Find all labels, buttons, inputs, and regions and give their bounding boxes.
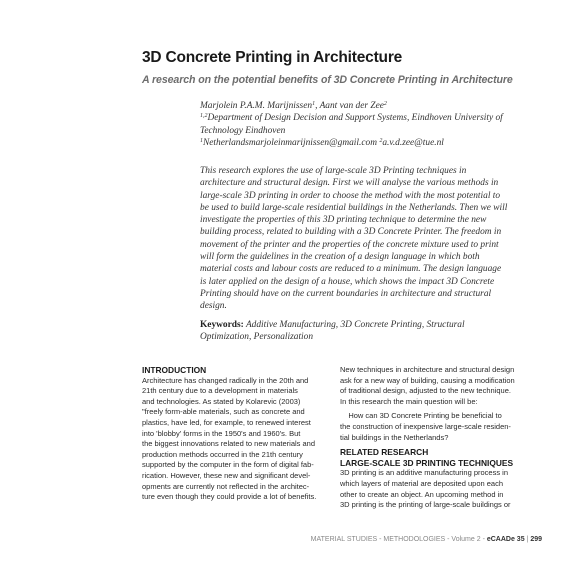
abstract-line: material costs and labour costs are reduced to a minimum. The design language <box>200 264 502 275</box>
right-body-c <box>340 468 532 510</box>
affiliation-line-2: Technology Eindhoven <box>200 125 286 136</box>
right-column <box>340 365 532 511</box>
section-heading-introduction: INTRODUCTION <box>142 365 207 375</box>
body-line: New techniques in architecture and structural design <box>340 365 515 374</box>
abstract-line: will form the guidelines in the creation of a design language in which both <box>200 252 480 263</box>
footer-separator: | <box>524 536 531 543</box>
body-line: rication. However, these new and significant devel- <box>142 470 311 480</box>
abstract-line: movement of the printer and the properties of the concrete mixture used to print <box>200 239 499 250</box>
body-line: 3D printing is an additive manufacturing process in <box>340 468 509 478</box>
body-line: ture even though they could provide a lot of benefits. <box>142 492 317 502</box>
author-emails <box>200 137 530 149</box>
email-2-sup: 2 <box>379 137 383 144</box>
abstract-line: architecture and structural design. First we will analyse the various methods in <box>200 178 499 189</box>
body-line: of traditional design, adjusted to the new technique. <box>340 386 511 396</box>
body-line: which layers of material are deposited upon each <box>340 478 504 488</box>
author-block <box>200 100 530 149</box>
paper-subtitle: A research on the potential benefits of 3D Concrete Printing in Architecture <box>142 74 513 86</box>
keywords <box>200 319 530 344</box>
body-line: plastics, have led, for example, to renewed interest <box>142 417 311 427</box>
email-1-sup: 1 <box>200 137 203 144</box>
body-line: into 'blobby' forms in the 1950's and 1960's. But <box>142 428 301 438</box>
left-column <box>142 365 334 503</box>
affiliation-sup: 1,2 <box>200 113 208 120</box>
subsection-heading-large-scale: LARGE-SCALE 3D PRINTING TECHNIQUES <box>340 457 514 468</box>
footer-section: MATERIAL STUDIES - METHODOLOGIES - Volume 2 - <box>310 536 487 543</box>
email-2: a.v.d.zee@tue.nl <box>382 137 444 148</box>
body-line: production methods occurred in the 21th century <box>142 449 303 459</box>
abstract-line: Printing should have on the current boundaries in architecture and structural <box>200 288 492 299</box>
author-1-sup: 1 <box>312 101 316 107</box>
abstract-line: investigate the properties of this 3D printing technique to determine the new <box>200 215 487 226</box>
body-line: ask for a new way of building, causing a modification <box>340 375 515 385</box>
introduction-body <box>142 376 334 503</box>
body-line: and technologies. As stated by Kolarevic (2003) <box>142 396 301 406</box>
abstract-line: is later applied on the design of a house, which shows the impact 3D Concrete <box>200 276 495 287</box>
body-line: other to create an object. An upcoming method in <box>340 489 504 499</box>
body-line: the biggest innovations related to new materials and <box>142 439 316 449</box>
affiliation-line-1 <box>200 112 530 124</box>
body-line: opments are currently not reflected in the architec- <box>142 481 310 491</box>
body-line: "freely form-able materials, such as concrete and <box>142 407 305 417</box>
body-line: Architecture has changed radically in the 20th and <box>142 375 309 385</box>
author-names <box>200 100 530 112</box>
keywords-line-2: Optimization, Personalization <box>200 332 314 343</box>
author-1: Marjolein P.A.M. Marijnissen <box>200 101 313 111</box>
keywords-text-1: Additive Manufacturing, 3D Concrete Printing, Structural <box>245 320 465 330</box>
body-line: supported by the computer in the form of digital fab- <box>142 460 314 470</box>
paper-title: 3D Concrete Printing in Architecture <box>142 49 403 66</box>
body-line: 21th century due to a development in materials <box>142 386 298 396</box>
page-footer <box>300 536 542 543</box>
abstract-line: be used to build large-scale residential buildings in the Netherlands. Then we will <box>200 202 508 213</box>
section-heading-related-research: RELATED RESEARCH <box>340 447 429 458</box>
page-number: 299 <box>530 536 542 543</box>
email-1: Netherlandsmarjoleinmarijnissen@gmail.com <box>203 137 377 148</box>
abstract <box>200 165 530 313</box>
abstract-line: building process, related to building with a 3D Concrete Printer. The freedom in <box>200 227 502 238</box>
author-2-sup: 2 <box>383 101 387 107</box>
research-question <box>340 411 532 443</box>
body-line: How can 3D Concrete Printing be beneficial to <box>340 411 502 421</box>
abstract-line: large-scale 3D printing in order to choose the method with the most potential to <box>200 190 501 201</box>
abstract-line: This research explores the use of large-scale 3D Printing techniques in <box>200 166 467 176</box>
keywords-line-1 <box>200 319 530 331</box>
affiliation-text-1: Department of Design Decision and Support Systems, Eindhoven University of <box>207 113 503 124</box>
abstract-line: design. <box>200 301 227 312</box>
body-line: tial buildings in the Netherlands? <box>340 432 449 442</box>
body-line: In this research the main question will be: <box>340 396 478 406</box>
footer-conference: eCAADe 35 <box>486 536 525 543</box>
body-line: the construction of inexpensive large-scale residen- <box>340 421 511 431</box>
body-line: 3D printing is the printing of large-scale buildings or <box>340 500 511 510</box>
keywords-label: Keywords: <box>200 320 244 330</box>
right-body-a <box>340 365 532 407</box>
author-2: , Aant van der Zee <box>315 101 384 111</box>
